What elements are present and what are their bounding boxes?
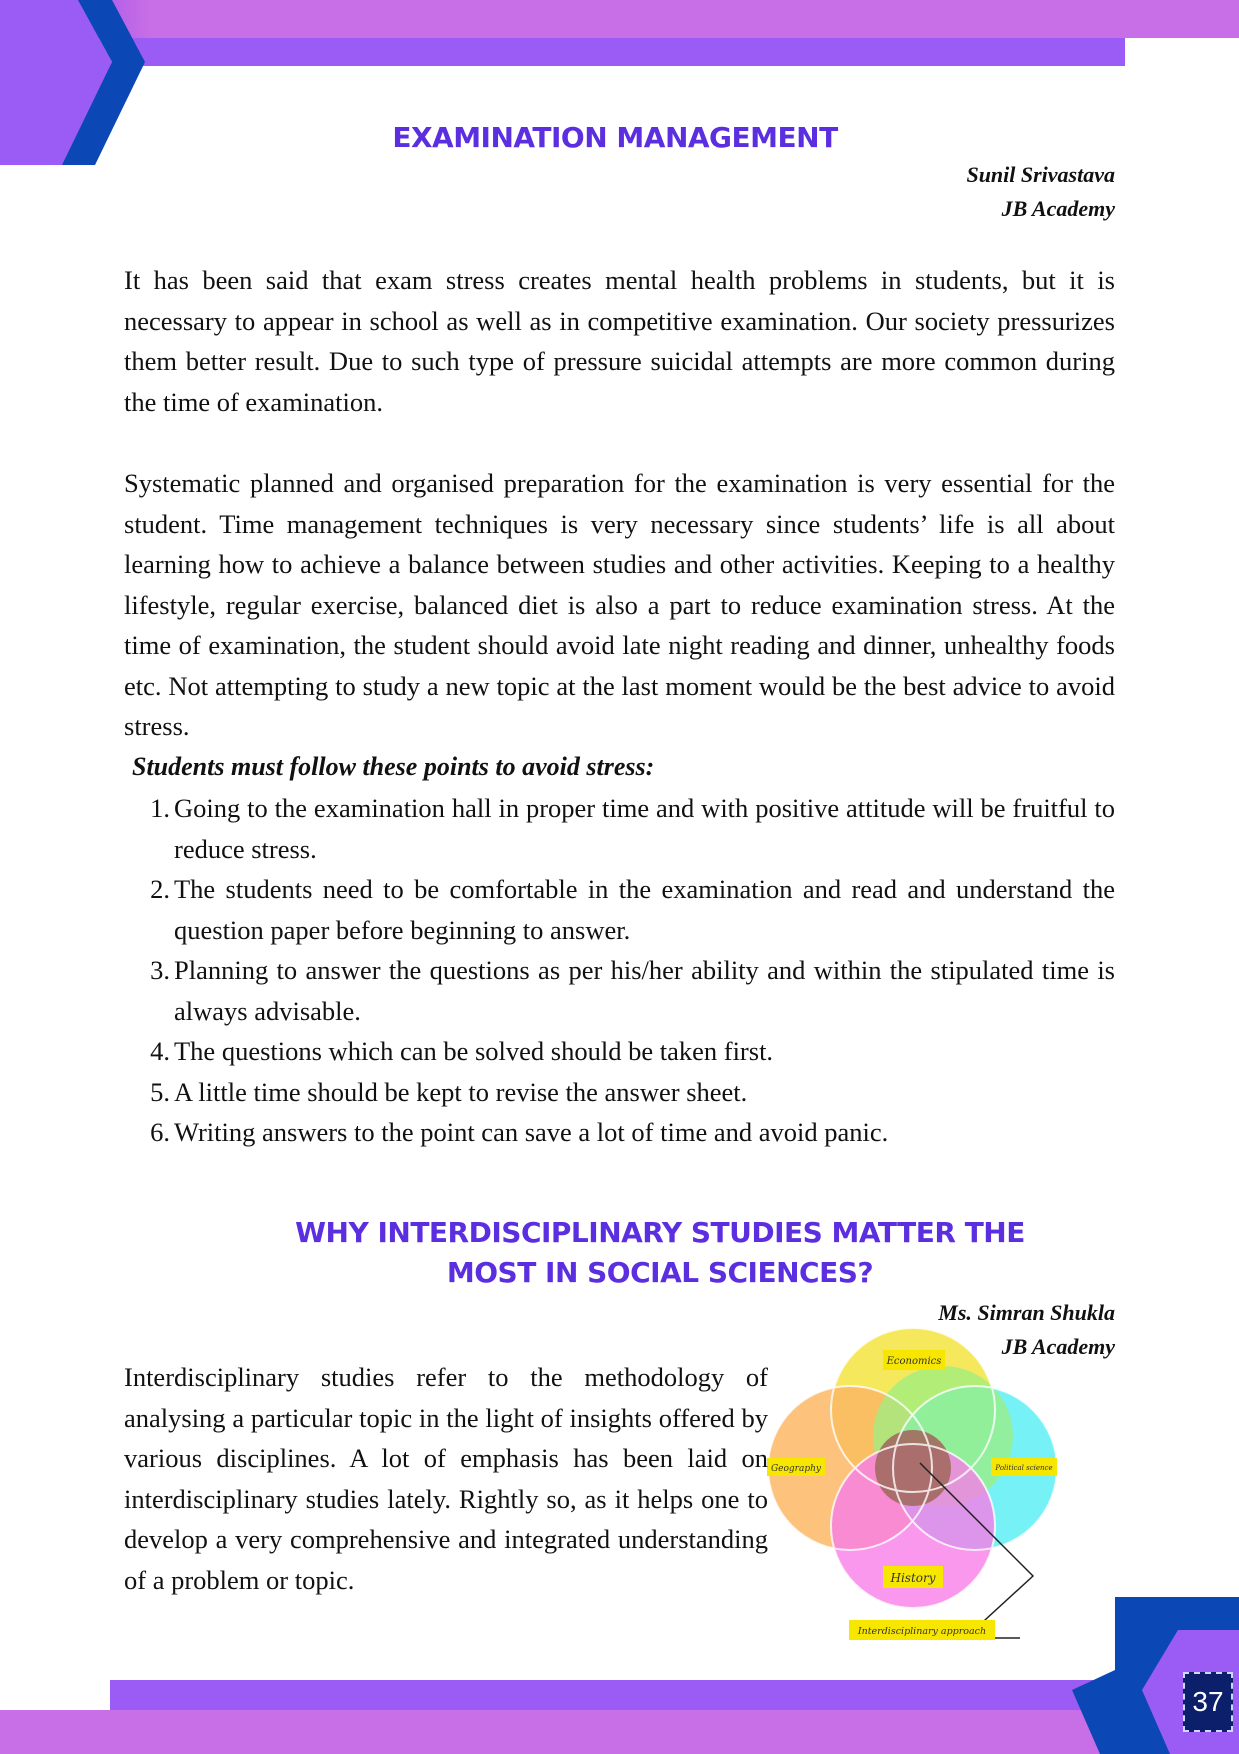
points-heading: Students must follow these points to avoid stress:	[132, 752, 655, 781]
venn-label-interdisciplinary: Interdisciplinary approach	[857, 1626, 987, 1637]
footer-band-inner	[110, 1680, 1110, 1710]
header-band-inner	[120, 38, 1125, 66]
article2-title-line2: MOST IN SOCIAL SCIENCES?	[446, 1256, 874, 1289]
header-corner-shape	[0, 0, 150, 165]
venn-label-economics: Economics	[886, 1356, 942, 1367]
venn-label-geography: Geography	[770, 1464, 822, 1474]
article1-author: Sunil Srivastava	[966, 162, 1115, 187]
footer-band	[0, 1710, 1239, 1754]
list-item	[124, 950, 1115, 1031]
article2-author: Ms. Simran Shukla	[938, 1300, 1115, 1325]
page-number: 37	[1183, 1672, 1233, 1732]
list-item-text: Going to the examination hall in proper time and with positive attitude will be fruitful to reduce stress.	[174, 793, 1115, 864]
list-item-text: A little time should be kept to revise the answer sheet.	[174, 1076, 748, 1107]
venn-label-political-science: Political science	[995, 1464, 1053, 1472]
list-item-text: The students need to be comfortable in the examination and read and understand the question paper before beginning to answer.	[174, 874, 1115, 945]
list-item-text: The questions which can be solved should be taken first.	[174, 1036, 774, 1066]
article1-paragraph-2: Systematic planned and organised preparation for the examination is very essential for the student. Time management techniques is very necessary since students’ life is all about learning how to achieve a balance between studies and other activities. Keeping to a healthy lifestyle, regular exercise, balanced diet is also a part to reduce examination stress. At the time of examination, the student should avoid late night reading and dinner, unhealthy foods etc. Not attempting to study a new topic at the last moment would be the best advice to avoid stress.	[124, 468, 1115, 741]
list-item-number: 6.	[150, 1117, 170, 1147]
list-item-number: 2.	[150, 874, 170, 904]
article2-title	[200, 1213, 1120, 1293]
article1-paragraph-1: It has been said that exam stress creates mental health problems in students, but it is necessary to appear in school as well as in competitive examination. Our society pressurizes them better result. Due to such type of pressure suicidal attempts are more common during the time of examination.	[124, 265, 1115, 417]
article1-title: EXAMINATION MANAGEMENT	[392, 121, 838, 154]
list-item	[124, 869, 1115, 950]
list-item	[124, 1031, 1115, 1072]
article2-school: JB Academy	[1001, 1334, 1115, 1359]
article2-byline	[820, 1296, 1115, 1364]
list-item-text: Writing answers to the point can save a lot of time and avoid panic.	[174, 1117, 889, 1147]
venn-circle-center	[875, 1430, 951, 1506]
article1-byline	[820, 158, 1115, 226]
article2-paragraph: Interdisciplinary studies refer to the methodology of analysing a particular topic in the light of insights offered by various disciplines. A lot of emphasis has been laid on interdisciplinary studies lately. Rightly so, as it helps one to develop a very comprehensive and integrated understanding of a problem or topic.	[124, 1362, 768, 1595]
list-item	[124, 788, 1115, 869]
points-list	[124, 788, 1115, 1153]
article1-school: JB Academy	[1001, 196, 1115, 221]
venn-diagram	[765, 1318, 1065, 1648]
list-item-number: 1.	[150, 793, 170, 823]
list-item-text: Planning to answer the questions as per his/her ability and within the stipulated time is always advisable.	[174, 955, 1115, 1026]
list-item	[124, 1112, 1115, 1153]
list-item-number: 4.	[150, 1036, 170, 1066]
article2-title-line1: WHY INTERDISCIPLINARY STUDIES MATTER THE	[295, 1216, 1025, 1249]
list-item	[124, 1072, 1115, 1113]
list-item-number: 3.	[150, 955, 170, 985]
header-band	[0, 0, 1239, 38]
list-item-number: 5.	[150, 1076, 170, 1107]
venn-label-history: History	[890, 1571, 936, 1585]
